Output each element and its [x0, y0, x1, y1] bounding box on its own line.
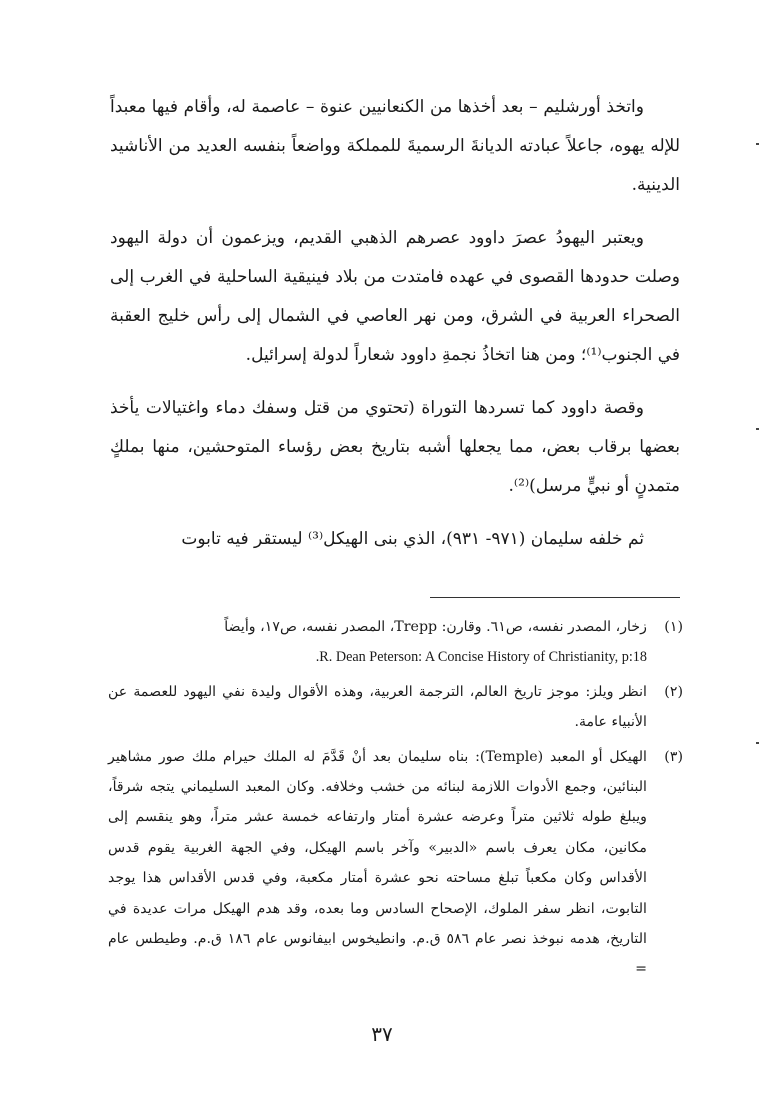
margin-mark: [756, 742, 759, 744]
margin-mark: [756, 428, 759, 430]
footnotes: [108, 612, 683, 985]
footnote-citation: .R. Dean Peterson: A Concise History of Christianity, p:18: [315, 649, 647, 666]
margin-mark: [756, 143, 759, 145]
footnote: [108, 742, 683, 985]
footnote: [108, 677, 683, 738]
paragraph: ويعتبر اليهودُ عصرَ داوود عصرهم الذهبي القديم، ويزعمون أن دولة اليهود وصلت حدودها القصوى في عهده فامتدت من بلاد فينيقية الساحلية في الغرب إلى الصحراء العربية في الشرق، ومن نهر العاصي في الشمال إلى رأس خليج العقبة في الجنوب⁽¹⁾؛ ومن هنا اتخاذُ نجمةِ داوود شعاراً لدولة إسرائيل.: [110, 228, 680, 365]
footnote-text: الهيكل أو المعبد (Temple): بناه سليمان بعد أنْ قَدَّمَ له الملك حيرام ملك صور مشاهير البنائين، وجمع الأدوات اللازمة لبنائه من خشب وخلافه. وكان المعبد السليماني يتجه شرقاً، ويبلغ طوله ثلاثين متراً وعرضه عشرة أمتار وارتفاعه خمسة عشر متراً، وهو ينقسم إلى مكانين، مكان يعرف باسم «الدبير» وآخر باسم الهيكل، وفي الجهة الغربية يقوم قدس الأقداس وكان مكعباً تبلغ مساحته نحو عشرة أمتار مكعبة، وفي قدس الأقداس هذا يوجد التابوت، انظر سفر الملوك، الإصحاح السادس وما بعده، وقد هدم الهيكل مرات عديدة في التاريخ، هدمه نبوخذ نصر عام ٥٨٦ ق.م. وانطيخوس ابيفانوس عام ١٨٦ ق.م. وطيطس عام =: [108, 748, 647, 978]
main-text: [110, 88, 680, 559]
footnote-text: زخار، المصدر نفسه، ص٦١. وقارن: Trepp، المصدر نفسه، ص١٧، وأيضاً: [224, 619, 647, 635]
footnote: [108, 612, 683, 673]
paragraph: ثم خلفه سليمان (٩٧١- ٩٣١)، الذي بنى الهيكل⁽³⁾ ليستقر فيه تابوت: [181, 529, 644, 549]
footnote-number: (٢): [664, 683, 683, 700]
footnote-separator: [430, 597, 680, 598]
paragraph: واتخذ أورشليم – بعد أخذها من الكنعانيين عنوة – عاصمة له، وأقام فيها معبداً للإله يهوه، جاعلاً عبادته الديانةَ الرسميةَ للمملكة وواضعاً بنفسه العديد من الأناشيد الدينية.: [110, 97, 680, 195]
page-number: ٣٧: [371, 1022, 393, 1046]
footnote-number: (١): [664, 619, 683, 635]
paragraph: وقصة داوود كما تسردها التوراة (تحتوي من قتل وسفك دماء واغتيالات يأخذ بعضها برقاب بعض، مما يجعلها أشبه بتاريخ بعض رؤساء المتوحشين، منها بملكٍ متمدنٍ أو نبيٍّ مرسل)⁽²⁾.: [110, 398, 680, 496]
footnote-text: انظر ويلز: موجز تاريخ العالم، الترجمة العربية، وهذه الأقوال وليدة نفي اليهود للعصمة عن الأنبياء عامة.: [108, 683, 647, 731]
footnote-body: [108, 612, 647, 673]
footnote-number: (٣): [664, 748, 683, 765]
